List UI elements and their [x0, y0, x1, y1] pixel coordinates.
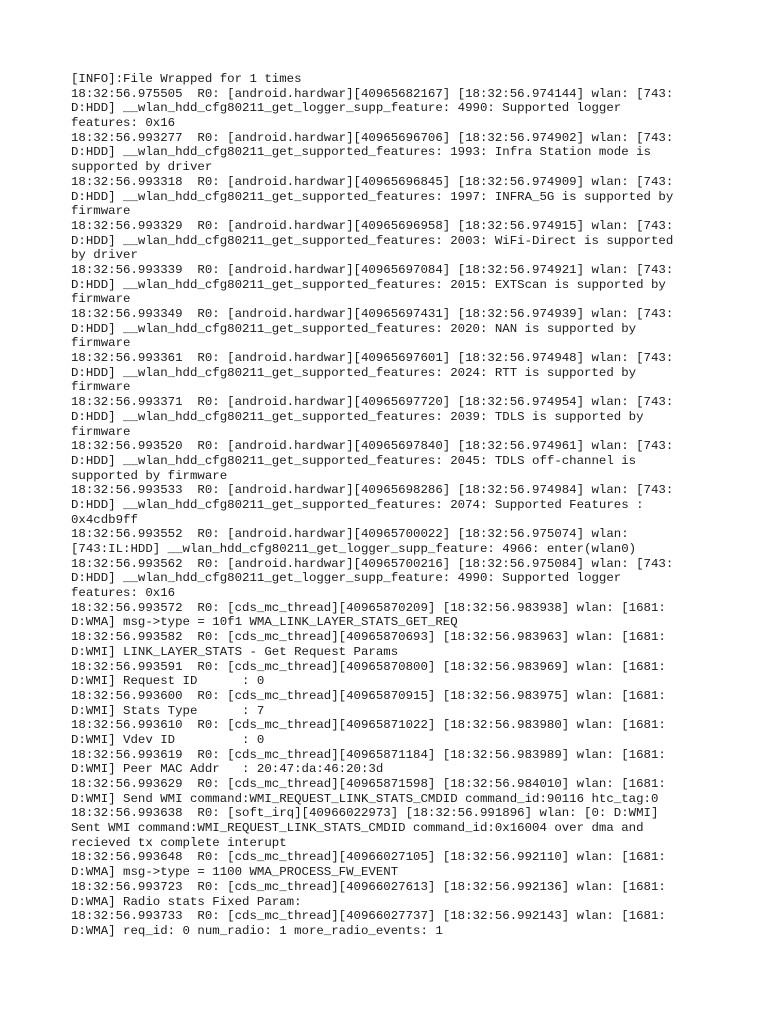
- log-line: firmware: [71, 204, 131, 219]
- log-line: 18:32:56.993733 R0: [cds_mc_thread][40966027737] [18:32:56.992143] wlan: [1681:: [71, 909, 666, 924]
- log-line: D:HDD] __wlan_hdd_cfg80211_get_logger_supp_feature: 4990: Supported logger: [71, 571, 622, 586]
- log-line: 18:32:56.993600 R0: [cds_mc_thread][40965870915] [18:32:56.983975] wlan: [1681:: [71, 688, 666, 703]
- log-line: D:WMA] req_id: 0 num_radio: 1 more_radio_events: 1: [71, 923, 443, 938]
- log-line: 18:32:56.993329 R0: [android.hardwar][40965696958] [18:32:56.974915] wlan: [743:: [71, 218, 674, 233]
- log-line: D:WMI] Peer MAC Addr : 20:47:da:46:20:3d: [71, 762, 384, 777]
- log-line: D:WMI] LINK_LAYER_STATS - Get Request Params: [71, 644, 399, 659]
- log-line: 18:32:56.993629 R0: [cds_mc_thread][40965871598] [18:32:56.984010] wlan: [1681:: [71, 777, 666, 791]
- log-line: by driver: [71, 248, 138, 263]
- log-line: features: 0x16: [71, 586, 176, 601]
- log-line: 18:32:56.993371 R0: [android.hardwar][40965697720] [18:32:56.974954] wlan: [743:: [71, 395, 674, 410]
- log-line: D:WMI] Stats Type : 7: [71, 703, 265, 718]
- log-line: D:WMA] Radio stats Fixed Param:: [71, 894, 302, 909]
- log-line: 18:32:56.993619 R0: [cds_mc_thread][40965871184] [18:32:56.983989] wlan: [1681:: [71, 747, 666, 762]
- log-line: 18:32:56.993591 R0: [cds_mc_thread][40965870800] [18:32:56.983969] wlan: [1681:: [71, 659, 666, 674]
- log-line: firmware: [71, 424, 131, 439]
- log-line: firmware: [71, 292, 131, 307]
- log-line: 18:32:56.993562 R0: [android.hardwar][40965700216] [18:32:56.975084] wlan: [743:: [71, 556, 674, 571]
- log-line: D:WMA] msg->type = 1100 WMA_PROCESS_FW_EVENT: [71, 865, 399, 880]
- log-line: 18:32:56.993318 R0: [android.hardwar][40965696845] [18:32:56.974909] wlan: [743:: [71, 174, 674, 189]
- log-line: 0x4cdb9ff: [71, 512, 138, 527]
- log-line: D:WMI] Vdev ID : 0: [71, 732, 265, 747]
- log-line: 18:32:56.993723 R0: [cds_mc_thread][40966027613] [18:32:56.992136] wlan: [1681:: [71, 879, 666, 894]
- log-line: 18:32:56.993277 R0: [android.hardwar][40965696706] [18:32:56.974902] wlan: [743:: [71, 130, 674, 145]
- log-line: D:HDD] __wlan_hdd_cfg80211_get_supported_features: 2020: NAN is supported by: [71, 321, 637, 336]
- log-line: 18:32:56.993638 R0: [soft_irq][40966022973] [18:32:56.991896] wlan: [0: D:WMI]: [71, 806, 659, 821]
- log-line: 18:32:56.975505 R0: [android.hardwar][40965682167] [18:32:56.974144] wlan: [743:: [71, 86, 674, 101]
- log-line: [743:IL:HDD] __wlan_hdd_cfg80211_get_logger_supp_feature: 4966: enter(wlan0): [71, 542, 637, 556]
- log-line: D:HDD] __wlan_hdd_cfg80211_get_supported_features: 2074: Supported Features :: [71, 497, 644, 512]
- log-line: 18:32:56.993533 R0: [android.hardwar][40965698286] [18:32:56.974984] wlan: [743:: [71, 483, 674, 498]
- log-line: 18:32:56.993339 R0: [android.hardwar][40965697084] [18:32:56.974921] wlan: [743:: [71, 262, 674, 277]
- log-line: D:HDD] __wlan_hdd_cfg80211_get_supported_features: 2039: TDLS is supported by: [71, 409, 644, 424]
- log-line: supported by driver: [71, 160, 213, 175]
- log-line: D:WMA] msg->type = 10f1 WMA_LINK_LAYER_STATS_GET_REQ: [71, 615, 458, 630]
- log-line: firmware: [71, 336, 131, 351]
- log-line: 18:32:56.993552 R0: [android.hardwar][40965700022] [18:32:56.975074] wlan:: [71, 527, 629, 542]
- log-line: D:WMI] Request ID : 0: [71, 674, 265, 689]
- log-line: D:HDD] __wlan_hdd_cfg80211_get_supported_features: 2024: RTT is supported by: [71, 365, 637, 380]
- log-line: D:HDD] __wlan_hdd_cfg80211_get_supported_features: 2015: EXTScan is supported by: [71, 277, 666, 292]
- log-line: recieved tx complete interupt: [71, 835, 287, 850]
- log-line: features: 0x16: [71, 116, 176, 131]
- log-line: D:HDD] __wlan_hdd_cfg80211_get_supported_features: 1997: INFRA_5G is supported by: [71, 189, 674, 204]
- log-line: firmware: [71, 380, 131, 395]
- log-line: D:HDD] __wlan_hdd_cfg80211_get_supported_features: 1993: Infra Station mode is: [71, 145, 651, 160]
- log-line: 18:32:56.993572 R0: [cds_mc_thread][40965870209] [18:32:56.983938] wlan: [1681:: [71, 600, 666, 615]
- log-line: Sent WMI command:WMI_REQUEST_LINK_STATS_CMDID command_id:0x16004 over dma and: [71, 821, 644, 836]
- log-line: 18:32:56.993349 R0: [android.hardwar][40965697431] [18:32:56.974939] wlan: [743:: [71, 307, 674, 321]
- log-line: 18:32:56.993610 R0: [cds_mc_thread][40965871022] [18:32:56.983980] wlan: [1681:: [71, 718, 666, 733]
- log-text-block: [71, 72, 711, 939]
- log-line: D:HDD] __wlan_hdd_cfg80211_get_supported_features: 2045: TDLS off-channel is: [71, 453, 637, 468]
- log-line: D:HDD] __wlan_hdd_cfg80211_get_supported_features: 2003: WiFi-Direct is supported: [71, 233, 674, 248]
- log-line: D:WMI] Send WMI command:WMI_REQUEST_LINK_STATS_CMDID command_id:90116 htc_tag:0: [71, 791, 659, 806]
- log-line: supported by firmware: [71, 468, 228, 483]
- log-line: D:HDD] __wlan_hdd_cfg80211_get_logger_supp_feature: 4990: Supported logger: [71, 101, 622, 116]
- log-line: 18:32:56.993361 R0: [android.hardwar][40965697601] [18:32:56.974948] wlan: [743:: [71, 351, 674, 366]
- log-line: 18:32:56.993648 R0: [cds_mc_thread][40966027105] [18:32:56.992110] wlan: [1681:: [71, 850, 666, 865]
- log-line: [INFO]:File Wrapped for 1 times: [71, 72, 302, 86]
- log-line: 18:32:56.993582 R0: [cds_mc_thread][40965870693] [18:32:56.983963] wlan: [1681:: [71, 630, 666, 645]
- log-line: 18:32:56.993520 R0: [android.hardwar][40965697840] [18:32:56.974961] wlan: [743:: [71, 439, 674, 454]
